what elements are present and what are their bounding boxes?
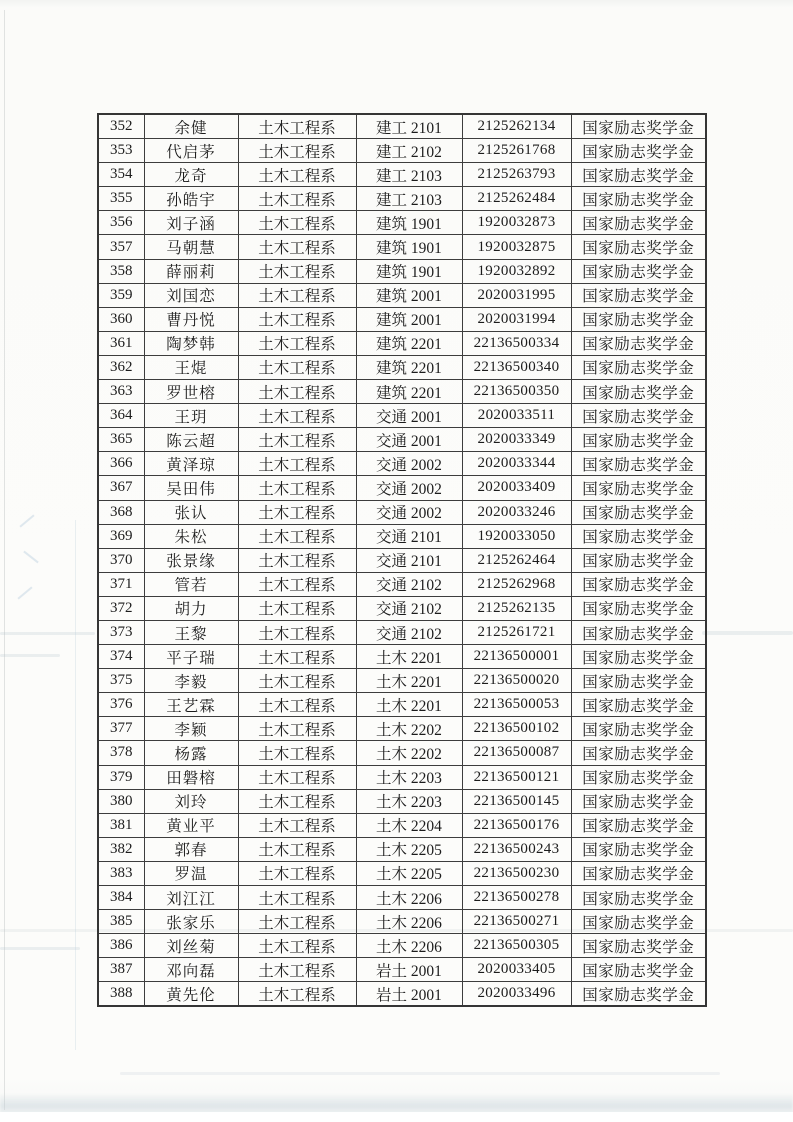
scan-streak — [0, 947, 80, 950]
cell-serial-number: 384 — [98, 886, 144, 910]
table-row — [98, 596, 706, 620]
scan-smudge — [23, 551, 38, 564]
table-row — [98, 910, 706, 934]
cell-student-id: 2020033496 — [462, 982, 571, 1007]
cell-class-name: 交通 2001 — [356, 428, 462, 452]
cell-department: 土木工程系 — [238, 886, 356, 910]
cell-student-name: 李毅 — [144, 669, 238, 693]
cell-class-name: 建工 2102 — [356, 139, 462, 163]
cell-class-name: 土木 2204 — [356, 813, 462, 837]
cell-department: 土木工程系 — [238, 765, 356, 789]
cell-class-name: 土木 2203 — [356, 789, 462, 813]
cell-class-name: 建筑 2201 — [356, 380, 462, 404]
cell-student-name: 马朝慧 — [144, 235, 238, 259]
cell-award-name: 国家励志奖学金 — [571, 861, 706, 885]
cell-department: 土木工程系 — [238, 235, 356, 259]
cell-award-name: 国家励志奖学金 — [571, 717, 706, 741]
cell-class-name: 建工 2103 — [356, 187, 462, 211]
cell-student-name: 刘玲 — [144, 789, 238, 813]
cell-student-name: 龙奇 — [144, 163, 238, 187]
cell-award-name: 国家励志奖学金 — [571, 572, 706, 596]
cell-serial-number: 369 — [98, 524, 144, 548]
table-row — [98, 886, 706, 910]
scan-streak — [0, 654, 60, 657]
cell-serial-number: 360 — [98, 307, 144, 331]
cell-award-name: 国家励志奖学金 — [571, 693, 706, 717]
cell-award-name: 国家励志奖学金 — [571, 548, 706, 572]
cell-serial-number: 352 — [98, 114, 144, 139]
cell-department: 土木工程系 — [238, 789, 356, 813]
cell-serial-number: 357 — [98, 235, 144, 259]
cell-class-name: 土木 2206 — [356, 910, 462, 934]
cell-award-name: 国家励志奖学金 — [571, 500, 706, 524]
table-row — [98, 717, 706, 741]
cell-department: 土木工程系 — [238, 307, 356, 331]
cell-student-id: 22136500053 — [462, 693, 571, 717]
cell-student-id: 2125261721 — [462, 620, 571, 644]
cell-class-name: 交通 2102 — [356, 596, 462, 620]
cell-department: 土木工程系 — [238, 380, 356, 404]
cell-student-id: 2020033409 — [462, 476, 571, 500]
cell-department: 土木工程系 — [238, 596, 356, 620]
cell-student-name: 余健 — [144, 114, 238, 139]
cell-student-name: 黄业平 — [144, 813, 238, 837]
cell-class-name: 土木 2201 — [356, 669, 462, 693]
cell-department: 土木工程系 — [238, 404, 356, 428]
scan-smudge — [17, 586, 32, 599]
scan-streak — [120, 1072, 720, 1075]
cell-class-name: 建筑 2001 — [356, 307, 462, 331]
cell-student-name: 杨露 — [144, 741, 238, 765]
cell-serial-number: 359 — [98, 283, 144, 307]
cell-student-id: 22136500340 — [462, 355, 571, 379]
cell-student-id: 22136500271 — [462, 910, 571, 934]
cell-student-id: 22136500278 — [462, 886, 571, 910]
table-row — [98, 813, 706, 837]
cell-department: 土木工程系 — [238, 211, 356, 235]
cell-student-name: 邓向磊 — [144, 958, 238, 982]
cell-class-name: 土木 2205 — [356, 861, 462, 885]
cell-student-id: 2125262135 — [462, 596, 571, 620]
table-row — [98, 114, 706, 139]
cell-serial-number: 379 — [98, 765, 144, 789]
cell-serial-number: 368 — [98, 500, 144, 524]
table-row — [98, 187, 706, 211]
cell-student-name: 陈云超 — [144, 428, 238, 452]
cell-student-id: 22136500176 — [462, 813, 571, 837]
cell-student-id: 1920032892 — [462, 259, 571, 283]
cell-student-name: 罗世榕 — [144, 380, 238, 404]
cell-serial-number: 363 — [98, 380, 144, 404]
paper-edge-line — [4, 10, 5, 1110]
cell-class-name: 土木 2205 — [356, 837, 462, 861]
scan-smudge — [19, 514, 34, 527]
table-row — [98, 380, 706, 404]
cell-award-name: 国家励志奖学金 — [571, 235, 706, 259]
table-row — [98, 452, 706, 476]
cell-class-name: 建筑 1901 — [356, 259, 462, 283]
cell-department: 土木工程系 — [238, 982, 356, 1007]
cell-department: 土木工程系 — [238, 163, 356, 187]
cell-award-name: 国家励志奖学金 — [571, 765, 706, 789]
table-row — [98, 693, 706, 717]
cell-student-name: 朱松 — [144, 524, 238, 548]
cell-student-name: 王焜 — [144, 355, 238, 379]
cell-student-name: 刘国恋 — [144, 283, 238, 307]
cell-class-name: 交通 2002 — [356, 500, 462, 524]
cell-student-id: 2020033349 — [462, 428, 571, 452]
cell-serial-number: 361 — [98, 331, 144, 355]
cell-serial-number: 353 — [98, 139, 144, 163]
cell-student-name: 黄先伦 — [144, 982, 238, 1007]
cell-department: 土木工程系 — [238, 717, 356, 741]
cell-serial-number: 372 — [98, 596, 144, 620]
cell-award-name: 国家励志奖学金 — [571, 669, 706, 693]
table-row — [98, 741, 706, 765]
cell-student-id: 1920032875 — [462, 235, 571, 259]
cell-department: 土木工程系 — [238, 934, 356, 958]
cell-student-id: 2020033344 — [462, 452, 571, 476]
cell-department: 土木工程系 — [238, 187, 356, 211]
cell-department: 土木工程系 — [238, 861, 356, 885]
cell-award-name: 国家励志奖学金 — [571, 114, 706, 139]
cell-department: 土木工程系 — [238, 331, 356, 355]
cell-student-id: 2020031995 — [462, 283, 571, 307]
cell-student-id: 2020033246 — [462, 500, 571, 524]
scan-fold-line — [75, 520, 76, 1050]
cell-student-name: 李颖 — [144, 717, 238, 741]
cell-serial-number: 365 — [98, 428, 144, 452]
cell-department: 土木工程系 — [238, 283, 356, 307]
cell-student-id: 2125262134 — [462, 114, 571, 139]
cell-student-id: 22136500350 — [462, 380, 571, 404]
cell-student-name: 刘子涵 — [144, 211, 238, 235]
cell-award-name: 国家励志奖学金 — [571, 355, 706, 379]
cell-department: 土木工程系 — [238, 500, 356, 524]
cell-class-name: 交通 2102 — [356, 620, 462, 644]
cell-student-name: 刘丝菊 — [144, 934, 238, 958]
table-row — [98, 163, 706, 187]
cell-serial-number: 373 — [98, 620, 144, 644]
scholarship-table-body — [98, 114, 706, 1006]
cell-student-name: 张景缘 — [144, 548, 238, 572]
cell-student-id: 22136500001 — [462, 645, 571, 669]
cell-serial-number: 367 — [98, 476, 144, 500]
cell-department: 土木工程系 — [238, 259, 356, 283]
cell-student-name: 曹丹悦 — [144, 307, 238, 331]
scan-streak — [0, 632, 95, 635]
cell-award-name: 国家励志奖学金 — [571, 380, 706, 404]
cell-student-name: 王黎 — [144, 620, 238, 644]
cell-department: 土木工程系 — [238, 958, 356, 982]
cell-class-name: 土木 2202 — [356, 741, 462, 765]
cell-serial-number: 362 — [98, 355, 144, 379]
cell-class-name: 交通 2001 — [356, 404, 462, 428]
cell-student-id: 22136500305 — [462, 934, 571, 958]
scholarship-table — [97, 113, 707, 1007]
cell-class-name: 土木 2206 — [356, 934, 462, 958]
cell-serial-number: 382 — [98, 837, 144, 861]
cell-student-id: 22136500145 — [462, 789, 571, 813]
cell-student-id: 1920033050 — [462, 524, 571, 548]
table-row — [98, 837, 706, 861]
cell-student-id: 2020033511 — [462, 404, 571, 428]
table-row — [98, 620, 706, 644]
cell-class-name: 土木 2206 — [356, 886, 462, 910]
cell-department: 土木工程系 — [238, 355, 356, 379]
table-row — [98, 307, 706, 331]
cell-student-id: 2125263793 — [462, 163, 571, 187]
cell-class-name: 交通 2002 — [356, 476, 462, 500]
cell-award-name: 国家励志奖学金 — [571, 139, 706, 163]
cell-award-name: 国家励志奖学金 — [571, 163, 706, 187]
cell-serial-number: 386 — [98, 934, 144, 958]
table-row — [98, 789, 706, 813]
table-row — [98, 259, 706, 283]
cell-serial-number: 387 — [98, 958, 144, 982]
scan-streak — [702, 631, 793, 635]
cell-serial-number: 355 — [98, 187, 144, 211]
cell-student-id: 2125262484 — [462, 187, 571, 211]
table-row — [98, 476, 706, 500]
cell-student-name: 张认 — [144, 500, 238, 524]
cell-student-name: 薛丽莉 — [144, 259, 238, 283]
cell-award-name: 国家励志奖学金 — [571, 452, 706, 476]
cell-student-name: 罗温 — [144, 861, 238, 885]
cell-serial-number: 383 — [98, 861, 144, 885]
cell-award-name: 国家励志奖学金 — [571, 958, 706, 982]
cell-award-name: 国家励志奖学金 — [571, 404, 706, 428]
scanner-edge-white — [0, 1112, 793, 1122]
cell-student-name: 王艺霖 — [144, 693, 238, 717]
cell-student-name: 郭春 — [144, 837, 238, 861]
cell-student-name: 陶梦韩 — [144, 331, 238, 355]
table-row — [98, 645, 706, 669]
cell-department: 土木工程系 — [238, 452, 356, 476]
cell-serial-number: 385 — [98, 910, 144, 934]
cell-class-name: 土木 2203 — [356, 765, 462, 789]
cell-department: 土木工程系 — [238, 114, 356, 139]
cell-department: 土木工程系 — [238, 620, 356, 644]
cell-serial-number: 378 — [98, 741, 144, 765]
cell-student-name: 胡力 — [144, 596, 238, 620]
cell-award-name: 国家励志奖学金 — [571, 813, 706, 837]
cell-award-name: 国家励志奖学金 — [571, 596, 706, 620]
cell-department: 土木工程系 — [238, 645, 356, 669]
cell-class-name: 建筑 1901 — [356, 235, 462, 259]
cell-award-name: 国家励志奖学金 — [571, 837, 706, 861]
cell-award-name: 国家励志奖学金 — [571, 211, 706, 235]
cell-student-id: 2125262968 — [462, 572, 571, 596]
cell-class-name: 土木 2201 — [356, 645, 462, 669]
cell-serial-number: 388 — [98, 982, 144, 1007]
cell-class-name: 交通 2101 — [356, 548, 462, 572]
scanner-edge-band — [0, 1094, 793, 1114]
table-row — [98, 934, 706, 958]
table-row — [98, 404, 706, 428]
cell-student-name: 吴田伟 — [144, 476, 238, 500]
cell-award-name: 国家励志奖学金 — [571, 741, 706, 765]
table-row — [98, 982, 706, 1007]
cell-student-id: 22136500102 — [462, 717, 571, 741]
cell-student-name: 张家乐 — [144, 910, 238, 934]
cell-student-id: 1920032873 — [462, 211, 571, 235]
cell-serial-number: 374 — [98, 645, 144, 669]
cell-student-id: 2020031994 — [462, 307, 571, 331]
cell-award-name: 国家励志奖学金 — [571, 307, 706, 331]
cell-serial-number: 366 — [98, 452, 144, 476]
cell-student-name: 黄泽琼 — [144, 452, 238, 476]
cell-award-name: 国家励志奖学金 — [571, 789, 706, 813]
cell-student-id: 22136500334 — [462, 331, 571, 355]
cell-student-name: 孙皓宇 — [144, 187, 238, 211]
table-row — [98, 861, 706, 885]
cell-award-name: 国家励志奖学金 — [571, 187, 706, 211]
cell-award-name: 国家励志奖学金 — [571, 886, 706, 910]
table-row — [98, 283, 706, 307]
cell-class-name: 岩土 2001 — [356, 958, 462, 982]
cell-student-id: 22136500121 — [462, 765, 571, 789]
cell-department: 土木工程系 — [238, 741, 356, 765]
cell-department: 土木工程系 — [238, 693, 356, 717]
table-row — [98, 524, 706, 548]
cell-award-name: 国家励志奖学金 — [571, 645, 706, 669]
cell-award-name: 国家励志奖学金 — [571, 428, 706, 452]
cell-award-name: 国家励志奖学金 — [571, 982, 706, 1007]
cell-department: 土木工程系 — [238, 524, 356, 548]
cell-serial-number: 375 — [98, 669, 144, 693]
cell-class-name: 交通 2102 — [356, 572, 462, 596]
cell-department: 土木工程系 — [238, 572, 356, 596]
cell-student-name: 刘江江 — [144, 886, 238, 910]
cell-class-name: 交通 2002 — [356, 452, 462, 476]
cell-student-id: 22136500243 — [462, 837, 571, 861]
cell-award-name: 国家励志奖学金 — [571, 331, 706, 355]
cell-serial-number: 370 — [98, 548, 144, 572]
cell-award-name: 国家励志奖学金 — [571, 283, 706, 307]
cell-department: 土木工程系 — [238, 813, 356, 837]
table-row — [98, 548, 706, 572]
table-row — [98, 428, 706, 452]
cell-student-name: 代启茅 — [144, 139, 238, 163]
cell-class-name: 土木 2201 — [356, 693, 462, 717]
cell-serial-number: 377 — [98, 717, 144, 741]
cell-department: 土木工程系 — [238, 476, 356, 500]
cell-serial-number: 371 — [98, 572, 144, 596]
table-row — [98, 139, 706, 163]
cell-student-name: 王玥 — [144, 404, 238, 428]
cell-award-name: 国家励志奖学金 — [571, 259, 706, 283]
cell-award-name: 国家励志奖学金 — [571, 476, 706, 500]
cell-serial-number: 358 — [98, 259, 144, 283]
cell-class-name: 建工 2101 — [356, 114, 462, 139]
cell-student-name: 管若 — [144, 572, 238, 596]
table-row — [98, 669, 706, 693]
cell-serial-number: 380 — [98, 789, 144, 813]
cell-class-name: 建筑 2201 — [356, 331, 462, 355]
cell-class-name: 建筑 2201 — [356, 355, 462, 379]
cell-serial-number: 364 — [98, 404, 144, 428]
cell-student-name: 田磐榕 — [144, 765, 238, 789]
cell-department: 土木工程系 — [238, 837, 356, 861]
cell-serial-number: 354 — [98, 163, 144, 187]
cell-student-id: 22136500020 — [462, 669, 571, 693]
cell-class-name: 建筑 1901 — [356, 211, 462, 235]
cell-student-id: 2020033405 — [462, 958, 571, 982]
cell-class-name: 建工 2103 — [356, 163, 462, 187]
cell-class-name: 岩土 2001 — [356, 982, 462, 1007]
cell-serial-number: 356 — [98, 211, 144, 235]
cell-student-id: 22136500087 — [462, 741, 571, 765]
cell-student-id: 22136500230 — [462, 861, 571, 885]
cell-award-name: 国家励志奖学金 — [571, 620, 706, 644]
cell-department: 土木工程系 — [238, 669, 356, 693]
cell-department: 土木工程系 — [238, 139, 356, 163]
table-row — [98, 331, 706, 355]
cell-class-name: 建筑 2001 — [356, 283, 462, 307]
table-row — [98, 355, 706, 379]
cell-department: 土木工程系 — [238, 548, 356, 572]
cell-department: 土木工程系 — [238, 428, 356, 452]
table-row — [98, 235, 706, 259]
cell-award-name: 国家励志奖学金 — [571, 910, 706, 934]
cell-student-id: 2125262464 — [462, 548, 571, 572]
cell-serial-number: 376 — [98, 693, 144, 717]
cell-serial-number: 381 — [98, 813, 144, 837]
cell-department: 土木工程系 — [238, 910, 356, 934]
cell-award-name: 国家励志奖学金 — [571, 934, 706, 958]
table-row — [98, 765, 706, 789]
cell-student-name: 平子瑞 — [144, 645, 238, 669]
cell-class-name: 土木 2202 — [356, 717, 462, 741]
table-row — [98, 500, 706, 524]
table-row — [98, 211, 706, 235]
cell-student-id: 2125261768 — [462, 139, 571, 163]
cell-award-name: 国家励志奖学金 — [571, 524, 706, 548]
cell-class-name: 交通 2101 — [356, 524, 462, 548]
table-row — [98, 572, 706, 596]
table-row — [98, 958, 706, 982]
